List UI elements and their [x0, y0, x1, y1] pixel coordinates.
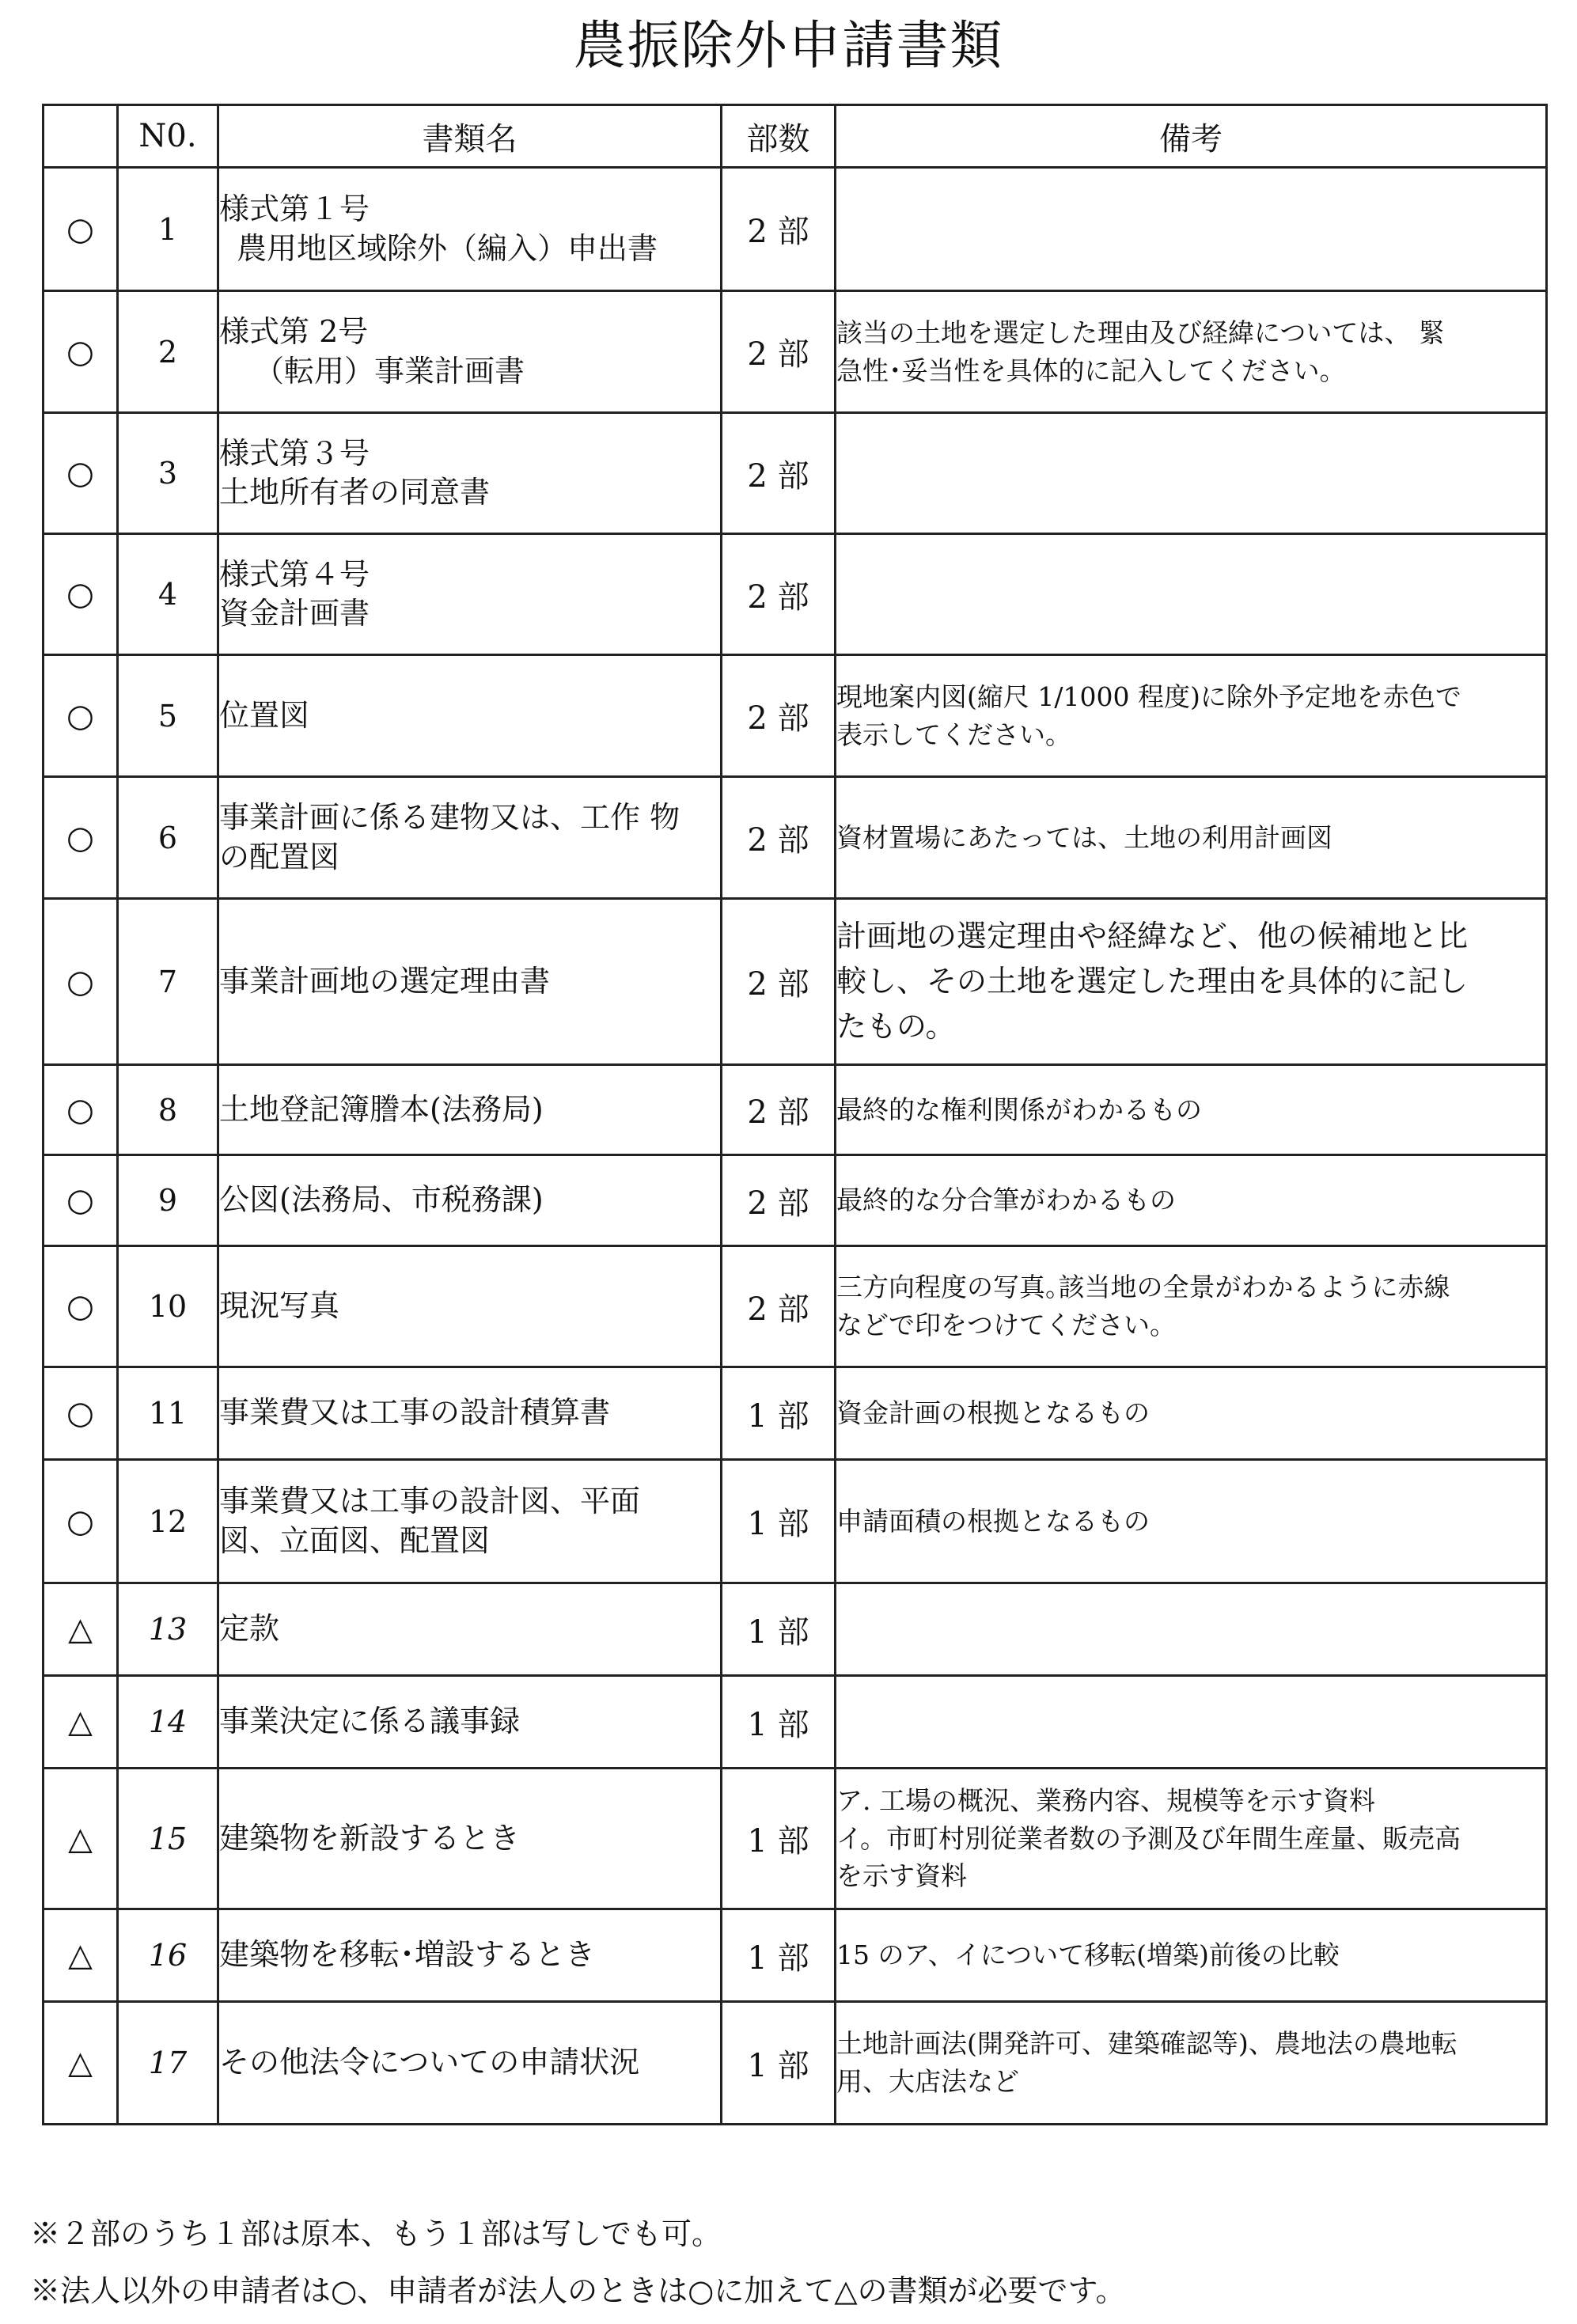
document-name-line: 様式第 2号	[219, 314, 369, 350]
document-name-line: 事業決定に係る議事録	[219, 1704, 521, 1739]
remarks-line: 較し、その土地を選定した理由を具体的に記し	[836, 964, 1469, 999]
header-no: N0.	[118, 105, 218, 168]
table-row	[44, 413, 1547, 534]
remarks-line: 最終的な権利関係がわかるもの	[836, 1094, 1202, 1125]
remarks-line: 用、大店法など	[836, 2066, 1019, 2097]
row-document-name	[218, 1246, 722, 1367]
row-remarks	[836, 413, 1547, 534]
row-number: 17	[118, 2002, 218, 2125]
row-number: 9	[118, 1155, 218, 1246]
row-copies: 2 部	[722, 1246, 836, 1367]
row-number: 16	[118, 1909, 218, 2002]
row-mark: ○	[44, 1246, 118, 1367]
document-name-line: その他法令についての申請状況	[219, 2045, 640, 2080]
row-mark: ○	[44, 899, 118, 1065]
row-copies: 1 部	[722, 1583, 836, 1676]
remarks-line: ア. 工場の概況、業務内容、規模等を示す資料	[836, 1784, 1375, 1816]
page-title: 農振除外申請書類	[573, 15, 1004, 76]
document-name-line: 公図(法務局、市税務課)	[219, 1182, 544, 1218]
document-name-line: 土地所有者の同意書	[219, 475, 491, 510]
row-mark: ○	[44, 655, 118, 777]
remarks-line: 資材置場にあたっては、土地の利用計画図	[836, 821, 1332, 853]
row-remarks	[836, 291, 1547, 413]
remarks-line: 該当の土地を選定した理由及び経緯については、 緊	[836, 317, 1445, 348]
table-row	[44, 655, 1547, 777]
table-header-row	[44, 105, 1547, 168]
document-name-line: 定款	[219, 1611, 280, 1647]
row-number: 12	[118, 1460, 218, 1583]
row-mark: ○	[44, 1155, 118, 1246]
row-number: 1	[118, 168, 218, 291]
row-copies: 2 部	[722, 534, 836, 655]
row-document-name	[218, 1367, 722, 1460]
row-number: 6	[118, 777, 218, 899]
row-mark: ○	[44, 168, 118, 291]
remarks-line: 資金計画の根拠となるもの	[836, 1397, 1150, 1429]
row-copies: 1 部	[722, 1909, 836, 2002]
remarks-line: 最終的な分合筆がわかるもの	[836, 1185, 1176, 1216]
row-document-name	[218, 168, 722, 291]
row-number: 4	[118, 534, 218, 655]
document-name-line: 様式第１号	[219, 191, 370, 227]
table-row	[44, 2002, 1547, 2125]
row-document-name	[218, 1460, 722, 1583]
row-document-name	[218, 2002, 722, 2125]
row-number: 10	[118, 1246, 218, 1367]
row-number: 13	[118, 1583, 218, 1676]
row-remarks	[836, 1909, 1547, 2002]
row-mark: △	[44, 2002, 118, 2125]
row-mark: △	[44, 1769, 118, 1909]
row-mark: ○	[44, 291, 118, 413]
remarks-line: 三方向程度の写真｡該当地の全景がわかるように赤線	[836, 1272, 1450, 1303]
remarks-line: 土地計画法(開発許可、建築確認等)、農地法の農地転	[836, 2028, 1458, 2060]
row-remarks	[836, 2002, 1547, 2125]
table-row	[44, 168, 1547, 291]
row-remarks	[836, 899, 1547, 1065]
row-remarks	[836, 1246, 1547, 1367]
row-mark: △	[44, 1676, 118, 1769]
remarks-line: 申請面積の根拠となるもの	[836, 1505, 1150, 1537]
row-copies: 1 部	[722, 2002, 836, 2125]
remarks-line: 現地案内図(縮尺 1/1000 程度)に除外予定地を赤色で	[836, 681, 1461, 712]
document-name-line: 事業費又は工事の設計積算書	[219, 1395, 611, 1431]
row-copies: 2 部	[722, 777, 836, 899]
table-row	[44, 1460, 1547, 1583]
row-copies: 2 部	[722, 655, 836, 777]
header-name: 書類名	[218, 105, 722, 168]
row-remarks	[836, 534, 1547, 655]
header-mark	[44, 105, 118, 168]
row-remarks	[836, 1583, 1547, 1676]
row-mark: △	[44, 1583, 118, 1676]
document-name-line: 事業計画地の選定理由書	[219, 963, 551, 999]
remarks-line: 15 のア、イについて移転(増築)前後の比較	[836, 1939, 1340, 1971]
row-remarks	[836, 1065, 1547, 1155]
row-copies: 2 部	[722, 168, 836, 291]
row-document-name	[218, 1676, 722, 1769]
remarks-line: などで印をつけてください。	[836, 1310, 1176, 1340]
remarks-line: イ。市町村別従業者数の予測及び年間生産量、販売高	[836, 1822, 1461, 1854]
row-remarks	[836, 168, 1547, 291]
row-mark: ○	[44, 534, 118, 655]
row-copies: 2 部	[722, 899, 836, 1065]
document-name-line: 位置図	[219, 697, 310, 733]
document-name-line: 建築物を移転･増設するとき	[219, 1937, 596, 1973]
document-name-line: 建築物を新設するとき	[219, 1820, 521, 1856]
row-copies: 1 部	[722, 1460, 836, 1583]
document-name-line: 農用地区域除外（編入）申出書	[237, 230, 658, 266]
row-document-name	[218, 1155, 722, 1246]
document-name-line: 様式第４号	[219, 556, 370, 592]
row-number: 7	[118, 899, 218, 1065]
row-number: 5	[118, 655, 218, 777]
row-document-name	[218, 1909, 722, 2002]
document-name-line: 土地登記簿謄本(法務局)	[219, 1091, 544, 1127]
footnote-required: ※法人以外の申請者は○、申請者が法人のときは○に加えて△の書類が必要です。	[30, 2273, 1126, 2308]
row-number: 2	[118, 291, 218, 413]
table-row	[44, 777, 1547, 899]
remarks-line: 表示してください。	[836, 718, 1071, 750]
table-row	[44, 534, 1547, 655]
row-mark: ○	[44, 1460, 118, 1583]
row-document-name	[218, 1583, 722, 1676]
row-document-name	[218, 777, 722, 899]
row-copies: 1 部	[722, 1367, 836, 1460]
row-remarks	[836, 1155, 1547, 1246]
remarks-line: 計画地の選定理由や経緯など、他の候補地と比	[836, 919, 1469, 953]
remarks-line: を示す資料	[836, 1860, 967, 1892]
document-name-line: （転用）事業計画書	[254, 353, 525, 389]
row-copies: 2 部	[722, 291, 836, 413]
document-name-line: 現況写真	[219, 1288, 340, 1324]
table-row	[44, 1246, 1547, 1367]
row-document-name	[218, 534, 722, 655]
row-document-name	[218, 413, 722, 534]
row-number: 15	[118, 1769, 218, 1909]
table-row	[44, 1367, 1547, 1460]
row-mark: ○	[44, 413, 118, 534]
row-copies: 2 部	[722, 1065, 836, 1155]
table-row	[44, 899, 1547, 1065]
document-name-line: 様式第３号	[219, 435, 370, 471]
footnote-copies: ※２部のうち１部は原本、もう１部は写しでも可。	[30, 2216, 722, 2251]
header-note: 備考	[836, 105, 1547, 168]
row-document-name	[218, 1769, 722, 1909]
row-document-name	[218, 291, 722, 413]
table-row	[44, 1583, 1547, 1676]
header-count: 部数	[722, 105, 836, 168]
table-row	[44, 1909, 1547, 2002]
row-remarks	[836, 1676, 1547, 1769]
document-name-line: 事業計画に係る建物又は、工作 物	[219, 800, 680, 836]
table-row	[44, 1065, 1547, 1155]
row-number: 11	[118, 1367, 218, 1460]
row-copies: 2 部	[722, 1155, 836, 1246]
row-copies: 1 部	[722, 1676, 836, 1769]
row-remarks	[836, 1769, 1547, 1909]
row-remarks	[836, 655, 1547, 777]
table-row	[44, 1676, 1547, 1769]
row-number: 8	[118, 1065, 218, 1155]
row-remarks	[836, 1367, 1547, 1460]
row-mark: ○	[44, 1367, 118, 1460]
row-mark: △	[44, 1909, 118, 2002]
row-document-name	[218, 899, 722, 1065]
row-remarks	[836, 777, 1547, 899]
table-row	[44, 1155, 1547, 1246]
row-copies: 2 部	[722, 413, 836, 534]
document-name-line: の配置図	[219, 839, 340, 874]
row-mark: ○	[44, 1065, 118, 1155]
document-name-line: 事業費又は工事の設計図、平面	[219, 1484, 641, 1519]
document-name-line: 図、立面図、配置図	[219, 1522, 491, 1558]
document-name-line: 資金計画書	[219, 596, 370, 631]
table-row	[44, 1769, 1547, 1909]
table-row	[44, 291, 1547, 413]
row-document-name	[218, 1065, 722, 1155]
remarks-line: 急性･妥当性を具体的に記入してください。	[836, 354, 1346, 386]
table-body	[44, 168, 1547, 2125]
row-remarks	[836, 1460, 1547, 1583]
row-document-name	[218, 655, 722, 777]
row-number: 3	[118, 413, 218, 534]
document-table	[42, 104, 1548, 2125]
row-number: 14	[118, 1676, 218, 1769]
row-mark: ○	[44, 777, 118, 899]
row-copies: 1 部	[722, 1769, 836, 1909]
remarks-line: たもの。	[836, 1009, 956, 1044]
